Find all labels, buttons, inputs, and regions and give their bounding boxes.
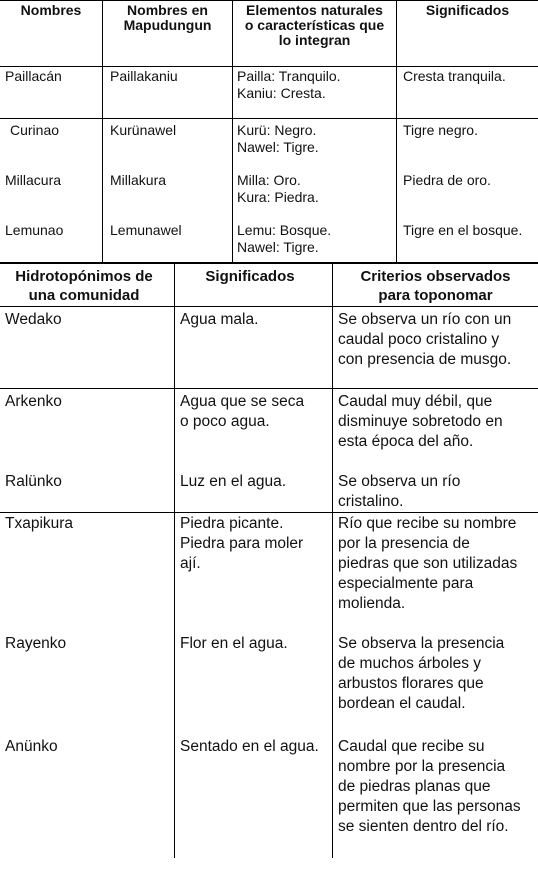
t1-cell-nombre: Lemunao (5, 222, 64, 238)
t1-cell-mapudungun: Lemunawel (110, 222, 182, 238)
t2-header-rule (0, 306, 538, 307)
t2-cell-criterio: Se observa un río con un caudal poco cristalino y con presencia de musgo. (338, 311, 512, 368)
t2-cell-nombre: Arkenko (5, 393, 62, 410)
t2-cell-criterio: Caudal muy débil, que disminuye sobretodo en esta época del año. (338, 393, 503, 450)
t2-cell-criterio: Río que recibe su nombre por la presencia de piedras que son utilizadas especialmente para molienda. (338, 515, 518, 612)
t2-cell-significado: Sentado en el agua. (180, 738, 319, 755)
t2-header-significados: Significados (205, 268, 295, 285)
t1-col-rule-3 (396, 0, 397, 262)
t1-col-rule-1 (102, 0, 103, 262)
t2-row-rule-1 (0, 388, 538, 389)
t2-cell-significado: Luz en el agua. (180, 473, 287, 490)
t1-header-mapudungun: Nombres en Mapudungun (123, 2, 212, 33)
t1-cell-significado: Piedra de oro. (403, 172, 491, 188)
t1-cell-significado: Tigre en el bosque. (403, 222, 523, 238)
t2-cell-nombre: Anünko (5, 738, 58, 755)
t1-cell-mapudungun: Millakura (110, 172, 167, 188)
t1-cell-mapudungun: Paillakaniu (110, 68, 178, 84)
t2-header-criterios: Criterios observados para toponomar (360, 268, 511, 304)
t1-cell-significado: Cresta tranquila. (403, 68, 506, 84)
t1-cell-nombre: Paillacán (5, 68, 62, 84)
t2-cell-criterio: Se observa un río cristalino. (338, 473, 461, 510)
t1-header-elementos: Elementos naturales o características que lo integran (244, 2, 385, 48)
t1-cell-nombre: Millacura (5, 172, 62, 188)
t2-col-rule-2 (332, 264, 333, 858)
t1-border-top (0, 0, 538, 1)
t2-cell-nombre: Rayenko (5, 635, 67, 652)
t1-cell-elementos: Milla: Oro. Kura: Piedra. (237, 172, 319, 205)
t2-cell-significado: Agua que se seca o poco agua. (180, 393, 305, 430)
t2-cell-significado: Flor en el agua. (180, 635, 288, 652)
t2-cell-significado: Piedra picante. Piedra para moler ají. (180, 515, 304, 572)
t2-row-rule-2 (0, 512, 538, 513)
t2-cell-criterio: Caudal que recibe su nombre por la presencia de piedras planas que permiten que las personas se sienten dentro del río. (338, 738, 521, 835)
t2-col-rule-1 (174, 264, 175, 858)
t2-cell-nombre: Txapikura (5, 515, 74, 532)
t1-header-significados: Significados (425, 2, 510, 18)
t1-cell-significado: Tigre negro. (403, 122, 478, 138)
t2-cell-nombre: Ralünko (5, 473, 62, 490)
t1-row-rule (0, 118, 538, 119)
t1-bottom-rule (0, 262, 538, 264)
t1-cell-mapudungun: Kurünawel (110, 122, 177, 138)
t2-cell-nombre: Wedako (5, 311, 62, 328)
t1-header-nombres: Nombres (20, 2, 82, 18)
t1-cell-elementos: Lemu: Bosque. Nawel: Tigre. (237, 222, 332, 255)
t1-cell-elementos: Pailla: Tranquilo. Kaniu: Cresta. (237, 68, 341, 101)
t1-header-rule (0, 66, 538, 67)
t1-cell-nombre: Curinao (10, 122, 60, 138)
t2-cell-criterio: Se observa la presencia de muchos árboles y arbustos florares que bordean el caudal. (338, 635, 505, 712)
t1-cell-elementos: Kurü: Negro. Nawel: Tigre. (237, 122, 319, 155)
t2-header-hidrotoponimos: Hidrotopónimos de una comunidad (15, 268, 153, 304)
t2-cell-significado: Agua mala. (180, 311, 259, 328)
